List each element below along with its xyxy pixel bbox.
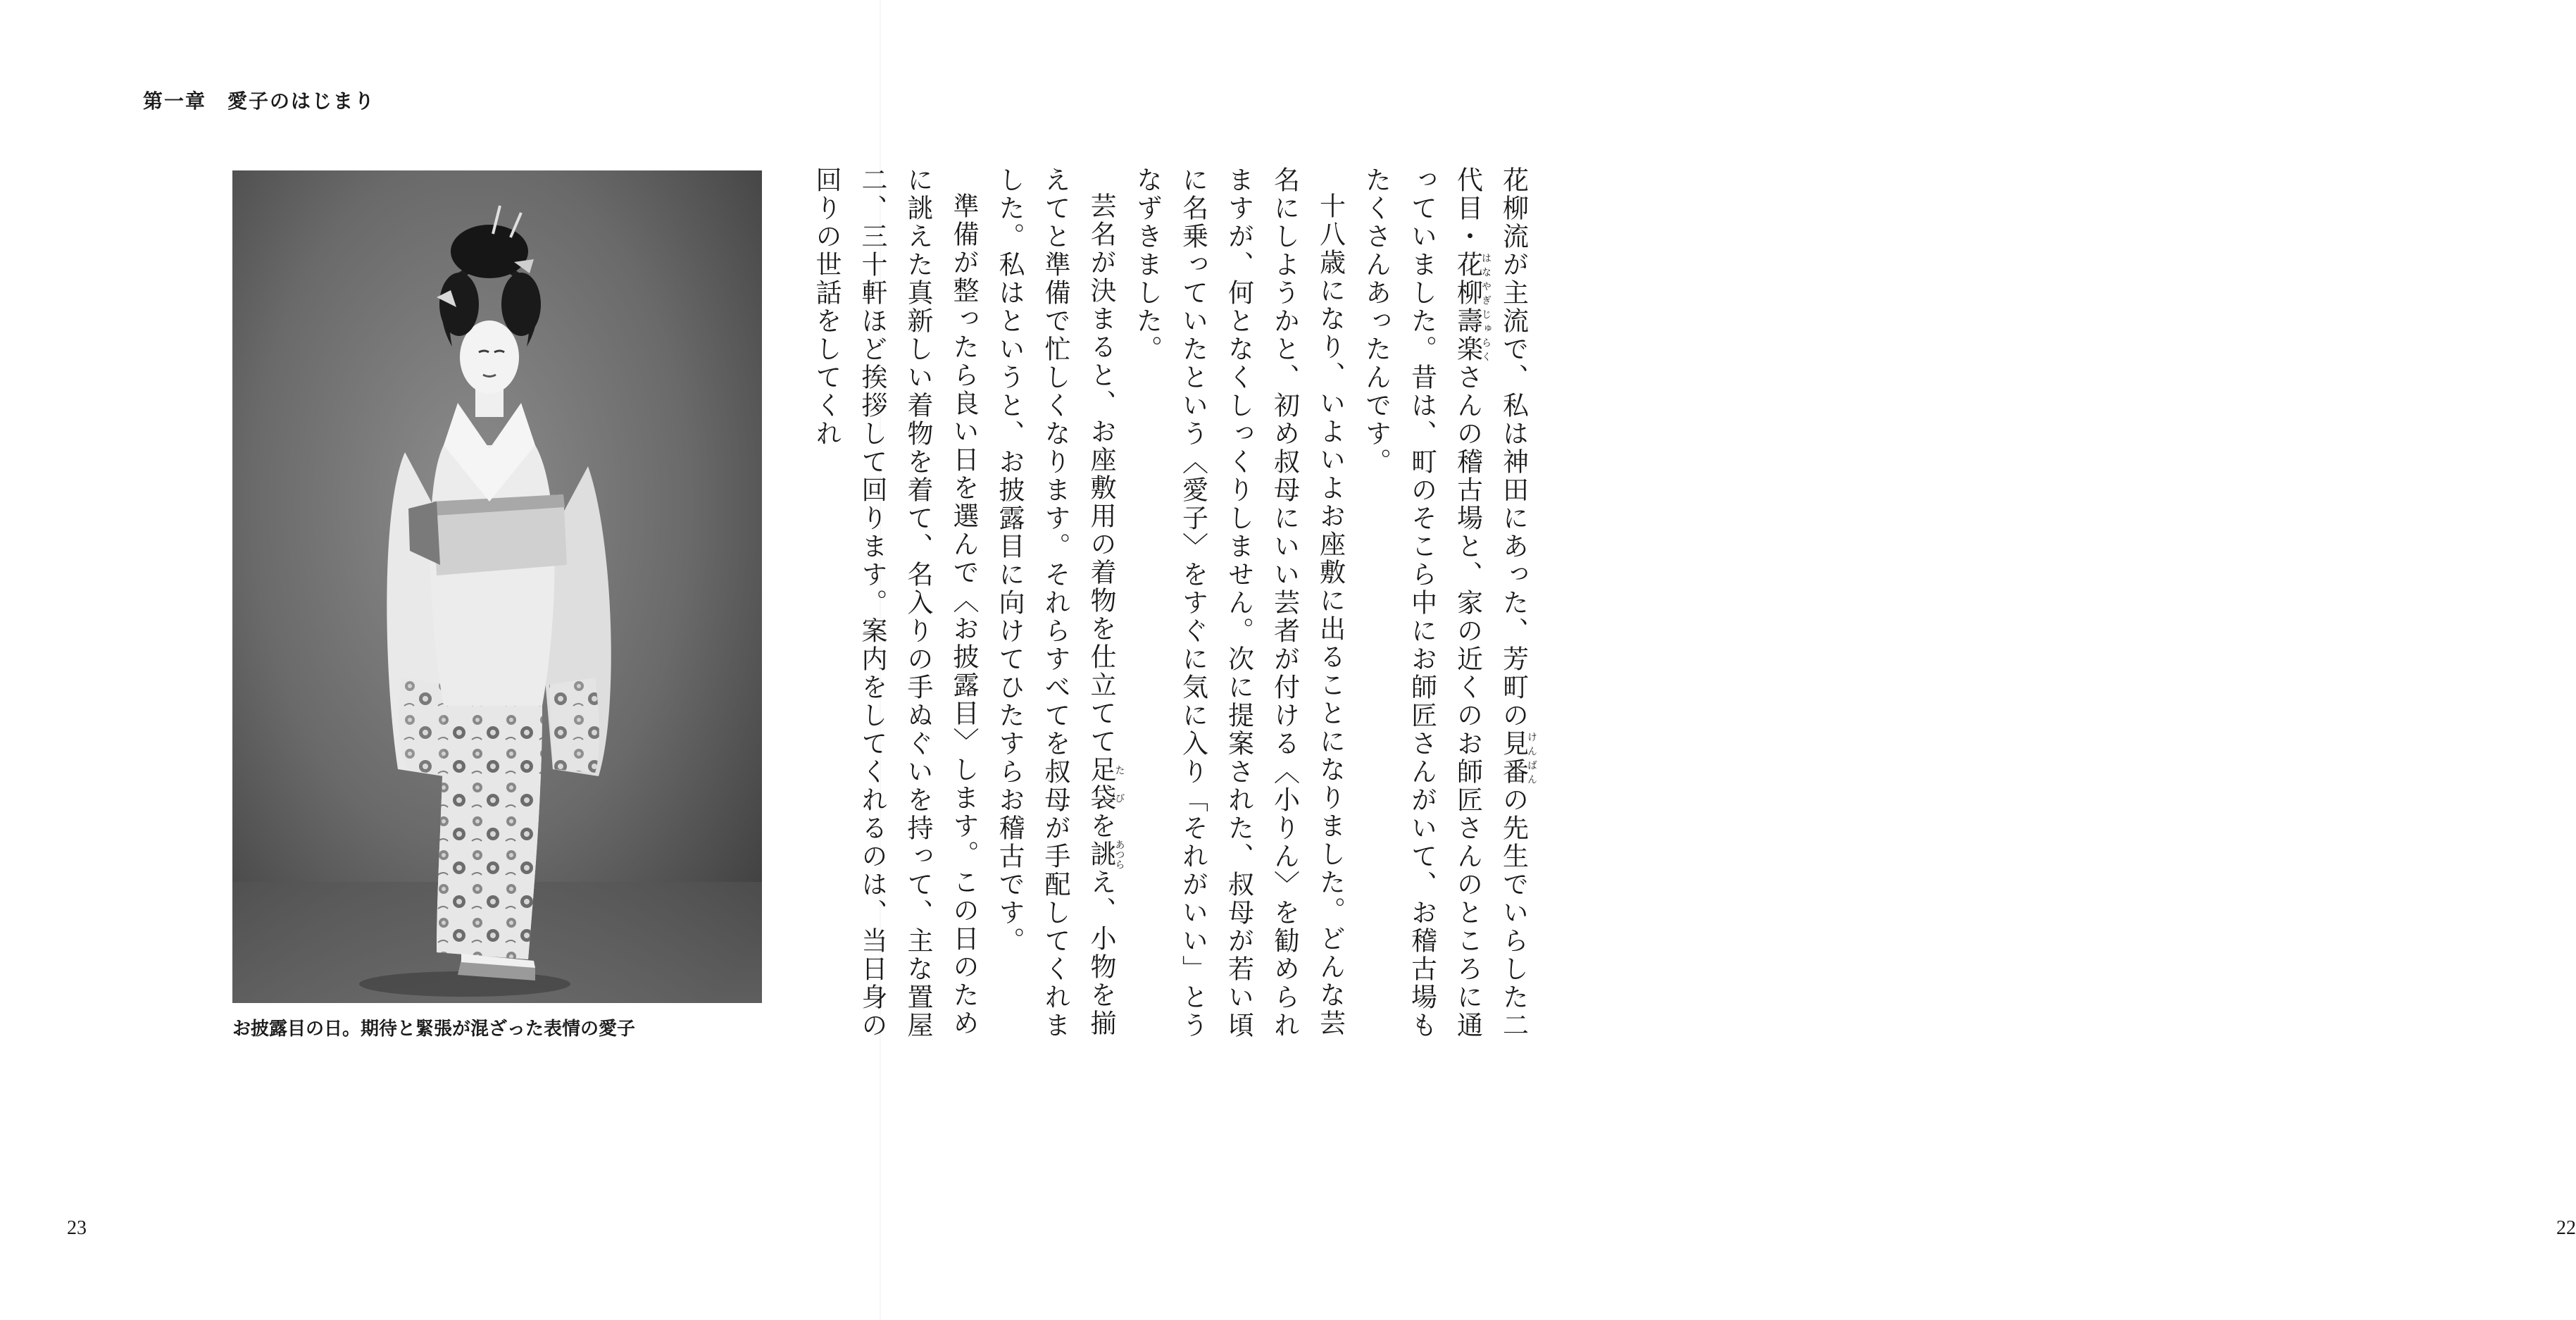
page-number-right: 22	[2556, 1217, 2576, 1239]
geisha-portrait-photo	[232, 170, 762, 1003]
paragraph-2: 十八歳になり、いよいよお座敷に出ることになりました。どんな芸名にしようかと、初め叔母にいい芸者が付ける〈小りん〉を勧められますが、何となくしっくりしません。次に提案された、叔母が若い頃に名乗っていたという〈愛子〉をすぐに気に入り「それがいい」とうなずきました。	[1132, 166, 1346, 1040]
chapter-header: 第一章 愛子のはじまり	[143, 89, 376, 113]
paragraph-1: 花柳流が主流で、私は神田にあった、芳町の見番けんばんの先生でいらした二代目・花柳壽楽はなやぎじゅらくさんの稽古場と、家の近くのお師匠さんのところに通っていました。昔は、町のそこら中にお師匠さんがいて、お稽古場もたくさんあったんです。	[1361, 166, 1537, 1040]
vertical-body-text	[811, 166, 1537, 1040]
page-number-left: 23	[67, 1217, 87, 1239]
paragraph-3: 芸名が決まると、お座敷用の着物を仕立てて足袋たびを誂あつらえ、小物を揃えてと準備で忙しくなります。それらすべてを叔母が手配してくれました。私はというと、お披露目に向けてひたすらお稽古です。	[994, 166, 1125, 1040]
photo-caption: お披露目の日。期待と緊張が混ざった表情の愛子	[232, 1019, 636, 1040]
left-page	[0, 0, 880, 1320]
paragraph-4: 準備が整ったら良い日を選んで〈お披露目〉します。この日のために誂えた真新しい着物を着て、名入りの手ぬぐいを持って、主な置屋二、三十軒ほど挨拶して回ります。案内をしてくれるのは、当日身の回りの世話をしてくれ	[811, 166, 979, 1040]
